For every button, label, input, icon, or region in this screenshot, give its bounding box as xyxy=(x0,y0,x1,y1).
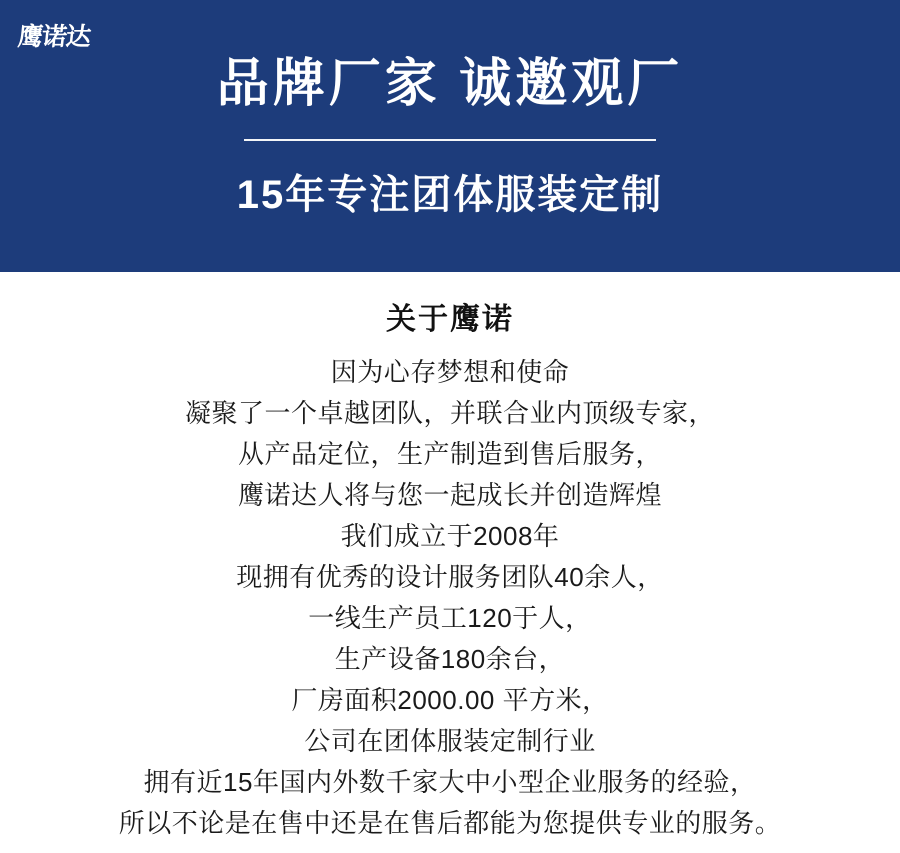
brand-logo-text: 鹰诺达 xyxy=(16,22,92,51)
about-line: 从产品定位，生产制造到售后服务， xyxy=(237,439,662,469)
about-line: 公司在团体服装定制行业 xyxy=(304,726,596,756)
brand-logo-icon xyxy=(18,14,126,60)
about-heading: 关于鹰诺 xyxy=(386,303,514,336)
banner-subtitle: 15年专注团体服装定制 xyxy=(236,173,664,218)
banner-divider xyxy=(244,139,656,141)
banner-title: 品牌厂家 诚邀观厂 xyxy=(216,55,684,113)
about-line: 鹰诺达人将与您一起成长并创造辉煌 xyxy=(237,480,662,510)
about-line: 一线生产员工120于人， xyxy=(308,603,592,633)
about-line: 厂房面积2000.00 平方米， xyxy=(291,685,609,715)
about-line: 现拥有优秀的设计服务团队40余人， xyxy=(236,562,664,592)
about-line: 凝聚了一个卓越团队，并联合业内顶级专家， xyxy=(184,398,715,428)
about-section xyxy=(0,272,900,853)
about-line: 因为心存梦想和使命 xyxy=(330,357,570,387)
about-line: 生产设备180余台， xyxy=(334,644,566,674)
hero-banner xyxy=(0,0,900,272)
about-line: 拥有近15年国内外数千家大中小型企业服务的经验， xyxy=(143,767,757,797)
about-body xyxy=(0,352,900,844)
about-line: 所以不论是在售中还是在售后都能为您提供专业的服务。 xyxy=(118,808,782,838)
about-line: 我们成立于2008年 xyxy=(340,521,560,551)
